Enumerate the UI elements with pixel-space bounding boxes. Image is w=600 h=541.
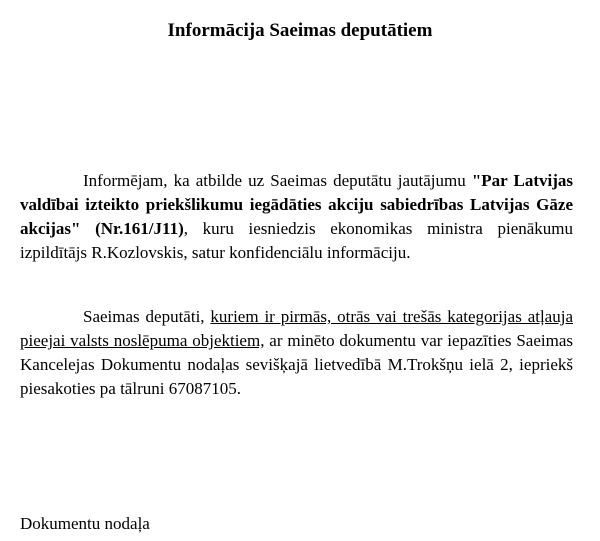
paragraph1-text-1: Informējam, ka atbilde uz Saeimas deputātu jautājumu [83,171,472,190]
clearance-underlined-text: kuriem ir pirmās, otrās vai trešās kategorijas atļauja pieejai valsts noslēpuma objektiem, [20,307,573,350]
paragraph2-text-2: ar minēto dokumentu var iepazīties Saeimas Kancelejas Dokumentu nodaļas sevišķajā lietvedībā M.Trokšņu ielā 2, iepriekš piesakoties pa tālruni 67087105. [20,331,573,398]
question-title-bold: "Par Latvijas valdībai izteikto priekšlikumu iegādāties akciju sabiedrības Latvijas Gāze akcijas" (Nr.161/J11) [20,171,573,238]
paragraph2-text-1: Saeimas deputāti, [83,307,211,326]
signature-department: Dokumentu nodaļa [20,514,150,533]
paragraph-access [20,305,573,401]
paragraph-information [20,169,573,265]
document-title: Informācija Saeimas deputātiem [167,20,433,41]
paragraph1-text-2: , kuru iesniedzis ekonomikas ministra pienākumu izpildītājs R.Kozlovskis, satur konfidenciālu informāciju. [20,219,574,262]
